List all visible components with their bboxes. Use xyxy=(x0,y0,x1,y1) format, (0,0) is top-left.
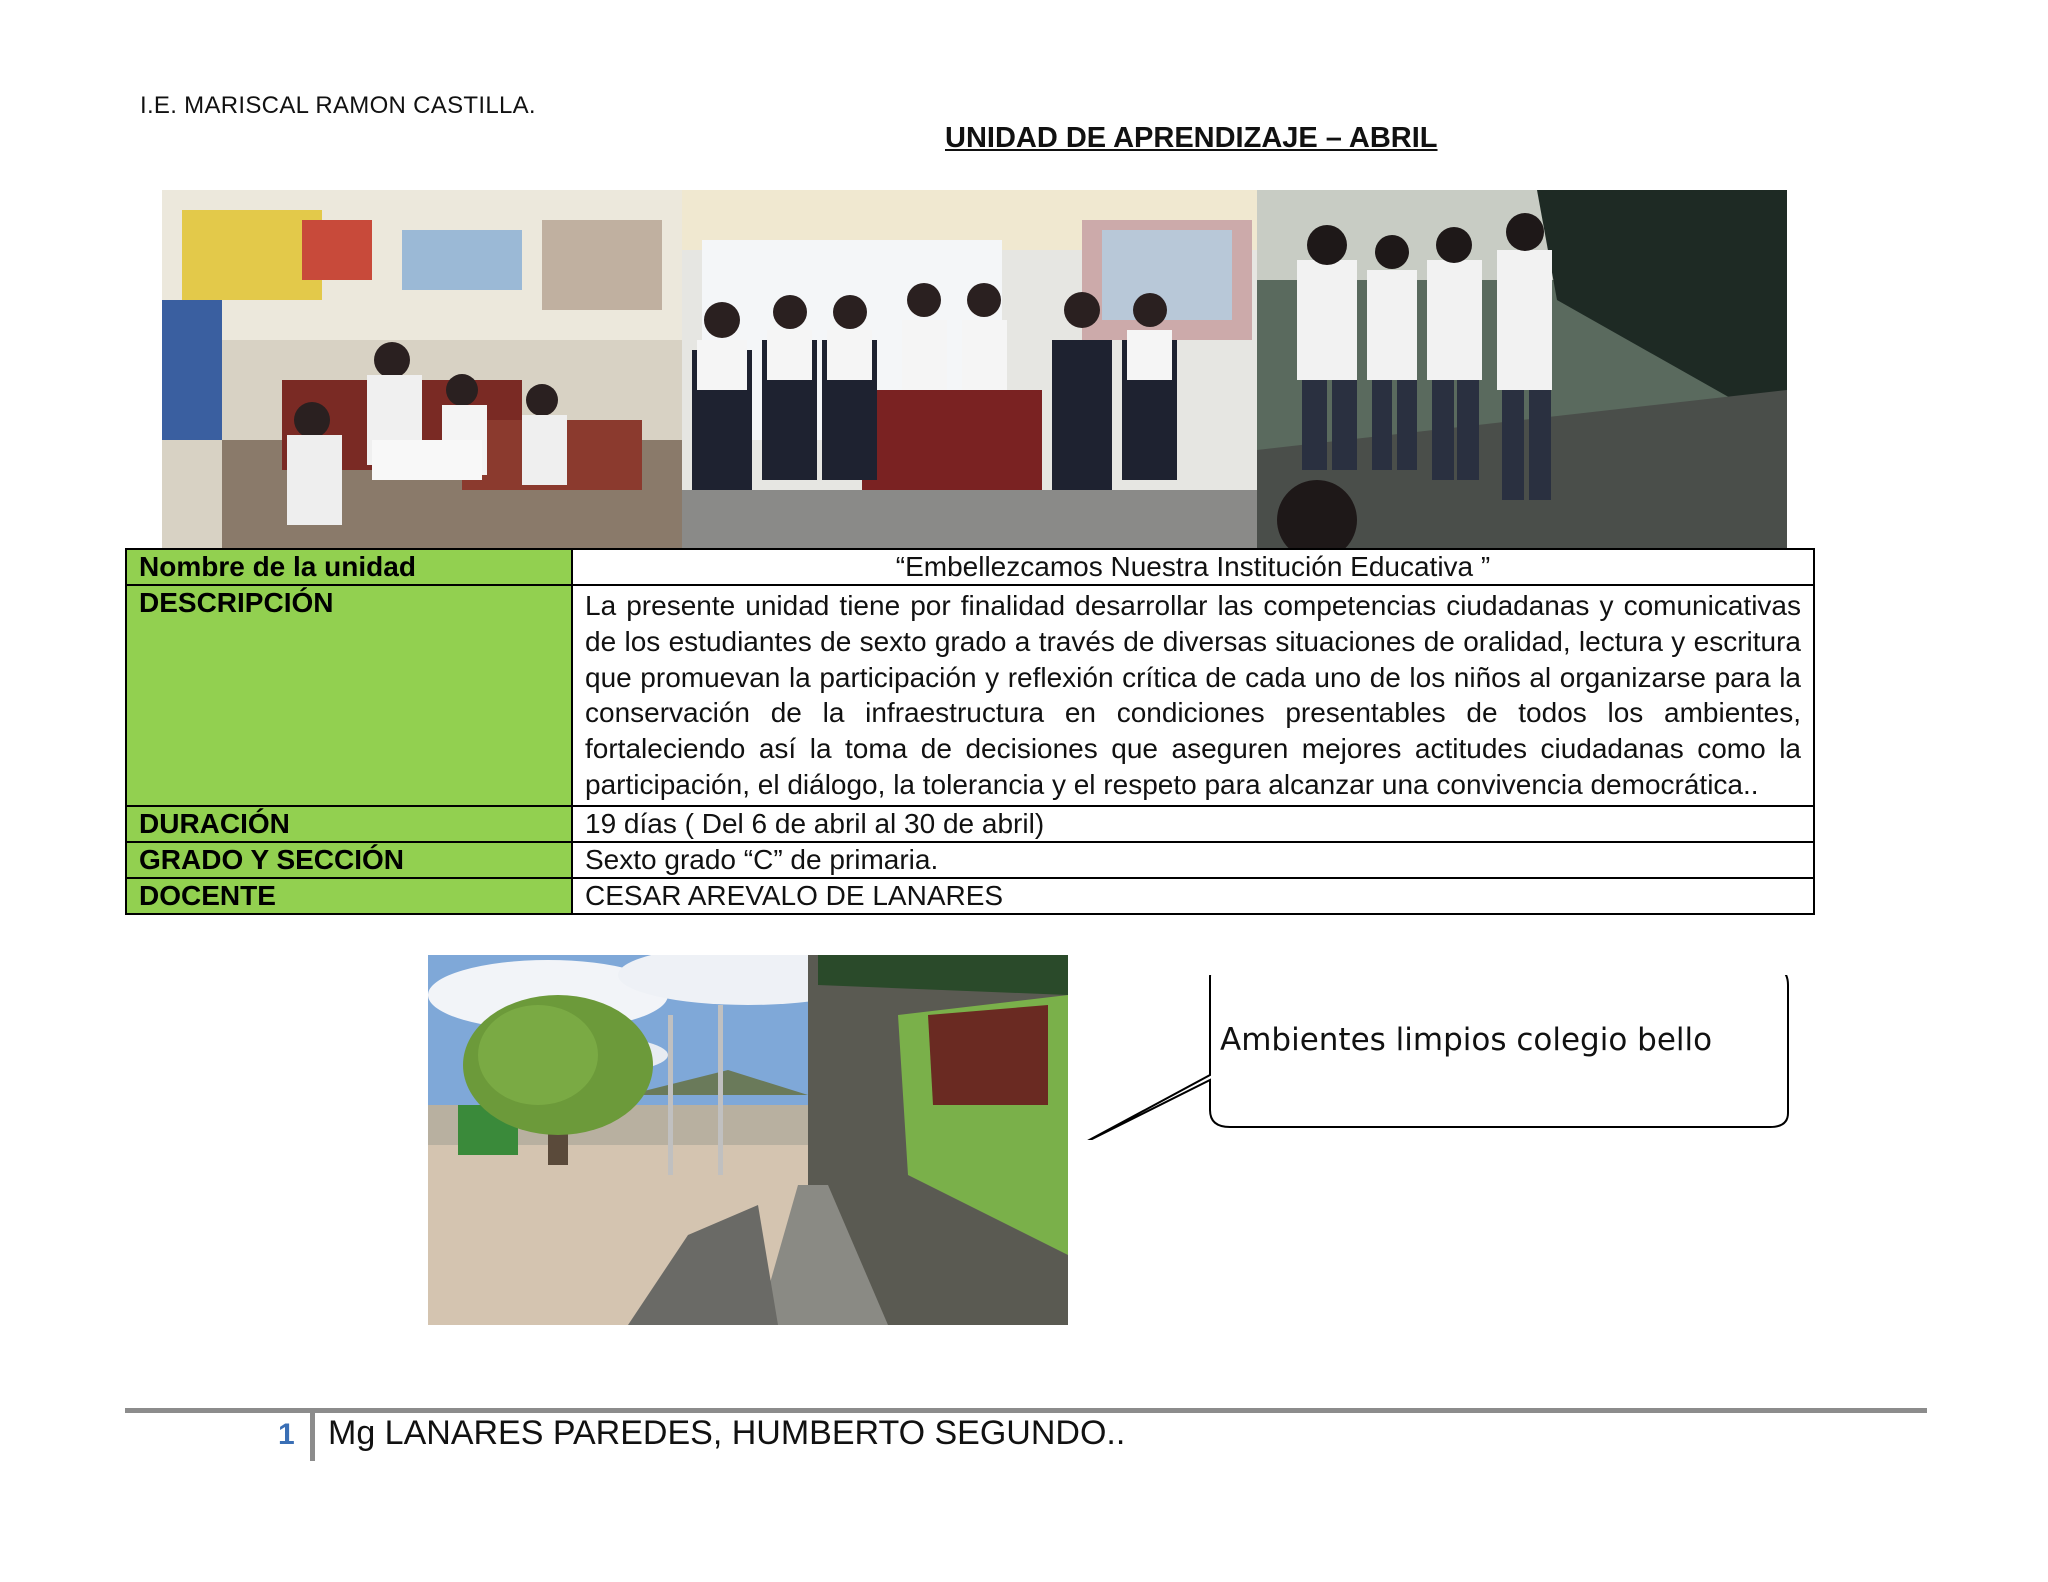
table-row xyxy=(126,549,1814,585)
unit-info-table xyxy=(125,548,1815,915)
table-row xyxy=(126,842,1814,878)
row-label-teacher: DOCENTE xyxy=(126,878,572,914)
classroom-photo-2 xyxy=(682,190,1257,552)
row-label-unit-name: Nombre de la unidad xyxy=(126,549,572,585)
footer-rule xyxy=(125,1408,1927,1413)
row-label-grade-section: GRADO Y SECCIÓN xyxy=(126,842,572,878)
row-label-description: DESCRIPCIÓN xyxy=(126,585,572,806)
school-patio-photo xyxy=(428,955,1068,1325)
row-value-description: La presente unidad tiene por finalidad desarrollar las competencias ciudadanas y comunicativas de los estudiantes de sexto grado a través de diversas situaciones de oralidad, lectura y escritura que promuevan la participación y reflexión crítica de cada uno de los niños al organizarse para la conservación de la infraestructura en condiciones presentables de todos los ambientes, fortaleciendo así la toma de decisiones que aseguren mejores actitudes ciudadanas como la participación, el diálogo, la tolerancia y el respeto para alcanzar una convivencia democrática.. xyxy=(572,585,1814,806)
footer-divider xyxy=(310,1413,315,1461)
row-value-duration: 19 días ( Del 6 de abril al 30 de abril) xyxy=(572,806,1814,842)
footer-author: Mg LANARES PAREDES, HUMBERTO SEGUNDO.. xyxy=(328,1414,1126,1452)
table-row xyxy=(126,878,1814,914)
page-number: 1 xyxy=(278,1418,295,1451)
table-row xyxy=(126,585,1814,806)
row-value-grade-section: Sexto grado “C” de primaria. xyxy=(572,842,1814,878)
document-title: UNIDAD DE APRENDIZAJE – ABRIL xyxy=(945,122,1438,154)
corridor-photo xyxy=(1257,190,1787,552)
row-label-duration: DURACIÓN xyxy=(126,806,572,842)
row-value-unit-name: “Embellezcamos Nuestra Institución Educativa ” xyxy=(572,549,1814,585)
row-value-teacher: CESAR AREVALO DE LANARES xyxy=(572,878,1814,914)
callout-text: Ambientes limpios colegio bello xyxy=(1220,1022,1713,1058)
classroom-photo-1 xyxy=(162,190,682,552)
table-row xyxy=(126,806,1814,842)
school-name: I.E. MARISCAL RAMON CASTILLA. xyxy=(140,92,536,119)
